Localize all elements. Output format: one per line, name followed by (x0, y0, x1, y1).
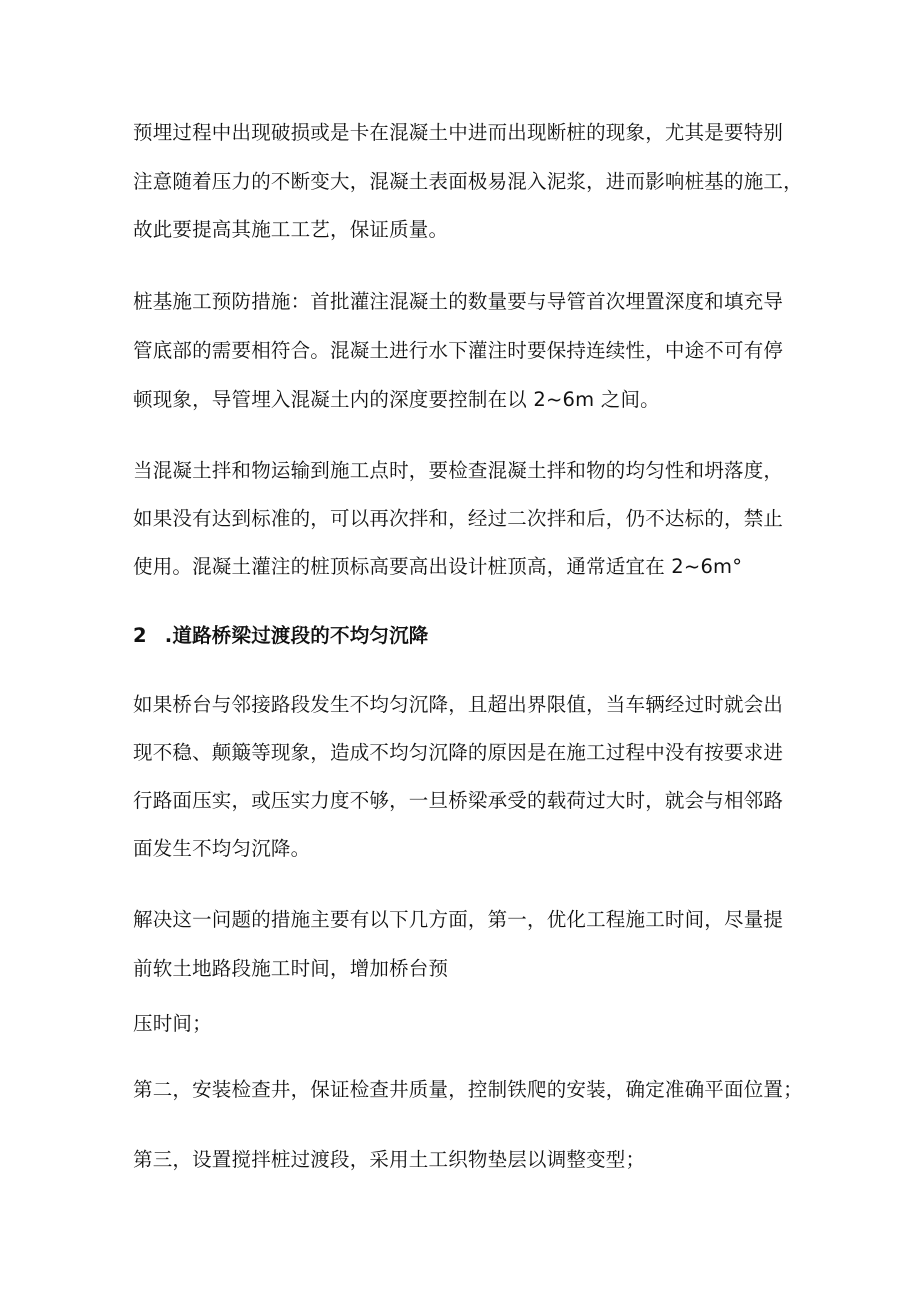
paragraph-line: 前软土地路段施工时间，增加桥台预 (133, 957, 449, 980)
paragraph-line: 预埋过程中出现破损或是卡在混凝土中进而出现断桩的现象，尤其是要特别 (133, 121, 784, 144)
paragraph-line: 如果没有达到标准的，可以再次拌和，经过二次拌和后，仍不达标的，禁止 (133, 507, 784, 530)
paragraph-line: 当混凝土拌和物运输到施工点时，要检查混凝土拌和物的均匀性和坍落度， (133, 459, 784, 482)
paragraph-line: 如果桥台与邻接路段发生不均匀沉降，且超出界限值，当车辆经过时就会出 (133, 693, 784, 716)
paragraph-line: 故此要提高其施工工艺，保证质量。 (133, 218, 449, 241)
paragraph-line: 现不稳、颠簸等现象，造成不均匀沉降的原因是在施工过程中没有按要求进 (133, 741, 784, 764)
section-title: .道路桥梁过渡段的不均匀沉降 (164, 624, 429, 647)
paragraph-line: 行路面压实，或压实力度不够，一旦桥梁承受的载荷过大时，就会与相邻路 (133, 789, 784, 812)
paragraph-line: 第二，安装检查井，保证检查井质量，控制铁爬的安装，确定准确平面位置； (133, 1078, 803, 1101)
paragraph-line: 解决这一问题的措施主要有以下几方面，第一，优化工程施工时间，尽量提 (133, 908, 784, 931)
paragraph-line: 压时间； (133, 1012, 212, 1035)
paragraph-line: 第三，设置搅拌桩过渡段，采用土工织物垫层以调整变型； (133, 1148, 646, 1171)
paragraph-line: 面发生不均匀沉降。 (133, 837, 311, 860)
paragraph-line: 使用。混凝土灌注的桩顶标高要高出设计桩顶高，通常适宜在 2~6m° (133, 555, 743, 578)
section-number: 2 (133, 624, 147, 647)
paragraph-line: 注意随着压力的不断变大，混凝土表面极易混入泥浆，进而影响桩基的施工， (133, 170, 803, 193)
section-heading (133, 624, 429, 648)
paragraph-line: 桩基施工预防措施：首批灌注混凝土的数量要与导管首次埋置深度和填充导 (133, 290, 784, 313)
paragraph-line: 管底部的需要相符合。混凝土进行水下灌注时要保持连续性，中途不可有停 (133, 339, 784, 362)
paragraph-line: 顿现象，导管埋入混凝土内的深度要控制在以 2~6m 之间。 (133, 388, 660, 411)
